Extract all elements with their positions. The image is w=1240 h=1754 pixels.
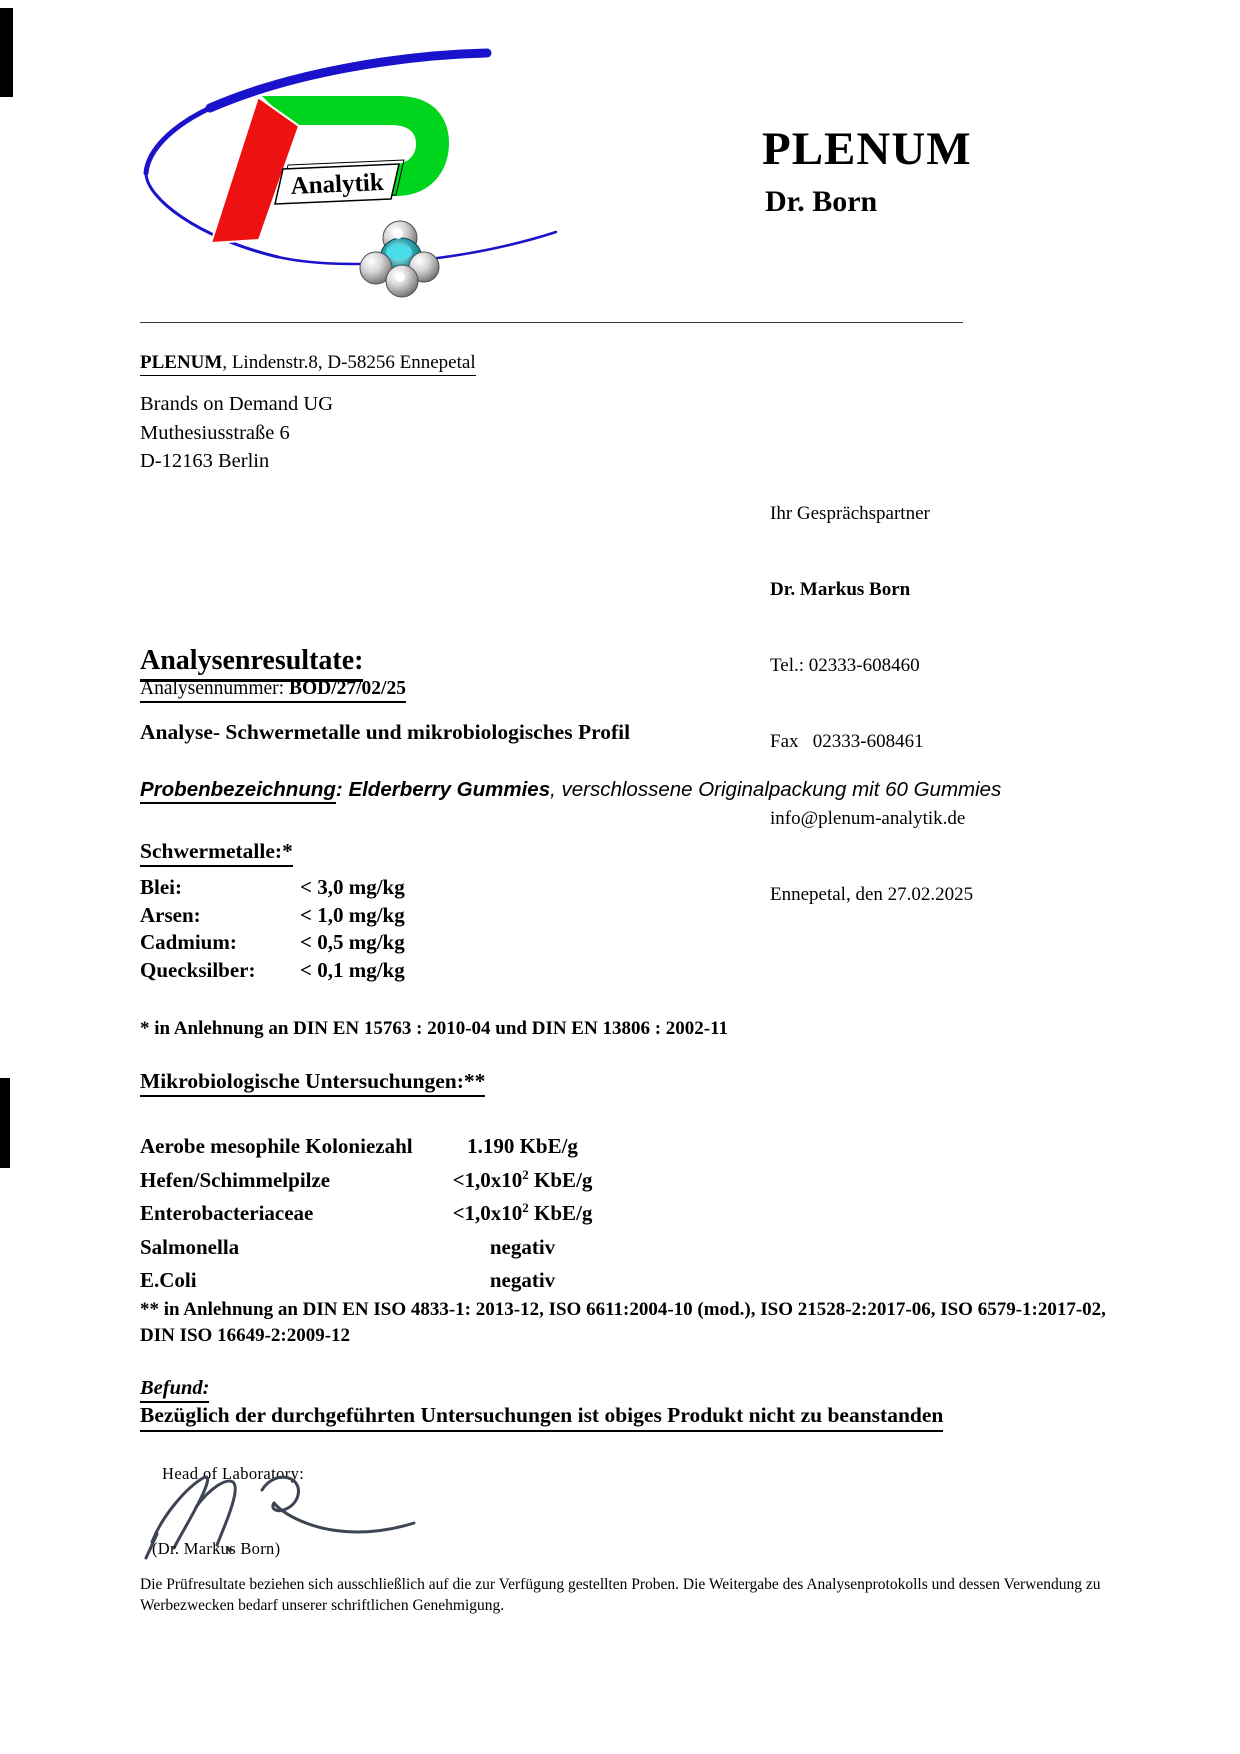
recipient-city: D-12163 Berlin — [140, 450, 270, 472]
signature-name: (Dr. Markus Born) — [152, 1539, 281, 1558]
sample-name: Elderberry Gummies — [348, 778, 551, 801]
table-row — [140, 929, 405, 957]
contact-email: info@plenum-analytik.de — [770, 807, 966, 829]
company-logo — [130, 38, 570, 308]
befund-statement: Bezüglich der durchgeführten Untersuchungen ist obiges Produkt nicht zu beanstanden — [140, 1403, 943, 1432]
sender-line — [140, 352, 476, 376]
company-title: PLENUM — [762, 123, 972, 175]
table-row — [140, 1194, 625, 1228]
head-of-laboratory-label: Head of Laboratory: — [162, 1464, 305, 1483]
micro-value-sup: 2 — [522, 1200, 529, 1216]
results-title: Analysenresultate: — [140, 645, 363, 682]
micro-label: E.Coli — [140, 1268, 197, 1293]
micro-label: Hefen/Schimmelpilze — [140, 1167, 331, 1192]
sample-designation — [140, 778, 1001, 802]
header-divider — [140, 322, 963, 323]
table-row — [140, 902, 405, 930]
metal-label: Quecksilber: — [140, 957, 256, 982]
micro-label: Salmonella — [140, 1234, 240, 1259]
contact-place-date: Ennepetal, den 27.02.2025 — [770, 883, 974, 905]
microbiology-footnote: ** in Anlehnung an DIN EN ISO 4833-1: 2013-12, ISO 6611:2004-10 (mod.), ISO 21528-2:2017-06, ISO 6579-1:2017-02, DIN ISO 16649-2:2009-12 — [140, 1299, 1106, 1346]
recipient-name: Brands on Demand UG — [140, 393, 334, 415]
metal-label: Blei: — [140, 875, 182, 899]
micro-value — [420, 1261, 625, 1295]
microbiology-table — [140, 1127, 625, 1295]
micro-value-text: <1,0x10 — [452, 1167, 523, 1192]
logo-graphic — [130, 38, 570, 303]
micro-value-text: negativ — [489, 1234, 556, 1259]
contact-tel: Tel.: 02333-608460 — [770, 655, 920, 677]
sender-address: , Lindenstr.8, D-58256 Ennepetal — [222, 352, 476, 373]
metal-value: < 3,0 mg/kg — [300, 875, 405, 899]
befund-label: Befund: — [140, 1377, 209, 1403]
molecule-icon — [360, 221, 439, 297]
company-subtitle: Dr. Born — [765, 185, 878, 218]
recipient-street: Muthesiusstraße 6 — [140, 421, 290, 444]
contact-intro: Ihr Gesprächspartner — [770, 502, 930, 524]
metal-value: < 1,0 mg/kg — [300, 902, 405, 927]
table-row — [140, 1127, 625, 1161]
scan-artifact-top — [0, 8, 13, 97]
micro-value-text: negativ — [489, 1268, 556, 1293]
micro-value — [420, 1228, 625, 1262]
metal-label: Cadmium: — [140, 930, 237, 955]
analysis-number-label: Analysennummer: — [140, 678, 289, 699]
micro-label: Enterobacteriaceae — [140, 1201, 314, 1226]
analysis-number-value: BOD/27/02/25 — [288, 678, 406, 699]
heavy-metals-table — [140, 874, 405, 984]
table-row — [140, 1261, 625, 1295]
recipient-address — [140, 390, 333, 476]
contact-fax: Fax 02333-608461 — [770, 731, 924, 753]
logo-analytik-label: Analytik — [290, 168, 385, 200]
analysis-number — [140, 678, 406, 703]
table-row — [140, 957, 405, 985]
micro-value-unit: KbE/g — [528, 1167, 593, 1192]
micro-value-text: <1,0x10 — [452, 1201, 523, 1226]
sample-label: Probenbezeichnung — [140, 778, 336, 804]
sender-name: PLENUM — [140, 352, 223, 373]
micro-value-unit: KbE/g — [528, 1201, 593, 1226]
micro-value-text: 1.190 KbE/g — [467, 1134, 578, 1158]
contact-block — [770, 450, 973, 958]
analysis-title: Analyse- Schwermetalle und mikrobiologisches Profil — [140, 720, 631, 744]
micro-value — [420, 1161, 625, 1195]
table-row — [140, 1161, 625, 1195]
micro-label: Aerobe mesophile Koloniezahl — [140, 1134, 413, 1158]
micro-value-sup: 2 — [522, 1166, 529, 1182]
footer-disclaimer: Die Prüfresultate beziehen sich ausschließlich auf die zur Verfügung gestellten Proben. Die Weitergabe des Analysenprotokolls und dessen Verwendung zu Werbezwecken bedarf unserer schriftlichen Genehmigung. — [140, 1576, 1101, 1614]
micro-value — [420, 1194, 625, 1228]
scan-artifact-middle — [0, 1078, 10, 1168]
table-row — [140, 874, 405, 902]
metal-value: < 0,5 mg/kg — [300, 930, 405, 955]
heavy-metals-title: Schwermetalle:* — [140, 839, 293, 867]
metal-value: < 0,1 mg/kg — [300, 957, 405, 982]
microbiology-title: Mikrobiologische Untersuchungen:** — [140, 1069, 485, 1097]
heavy-metals-footnote: * in Anlehnung an DIN EN 15763 : 2010-04 und DIN EN 13806 : 2002-11 — [140, 1018, 729, 1039]
sample-colon: : — [335, 778, 349, 801]
micro-value — [420, 1127, 625, 1161]
sample-description: , verschlossene Originalpackung mit 60 Gummies — [550, 778, 1002, 801]
metal-label: Arsen: — [140, 902, 201, 927]
contact-name: Dr. Markus Born — [770, 579, 911, 601]
logo-blue-orbit — [146, 53, 556, 264]
table-row — [140, 1228, 625, 1262]
